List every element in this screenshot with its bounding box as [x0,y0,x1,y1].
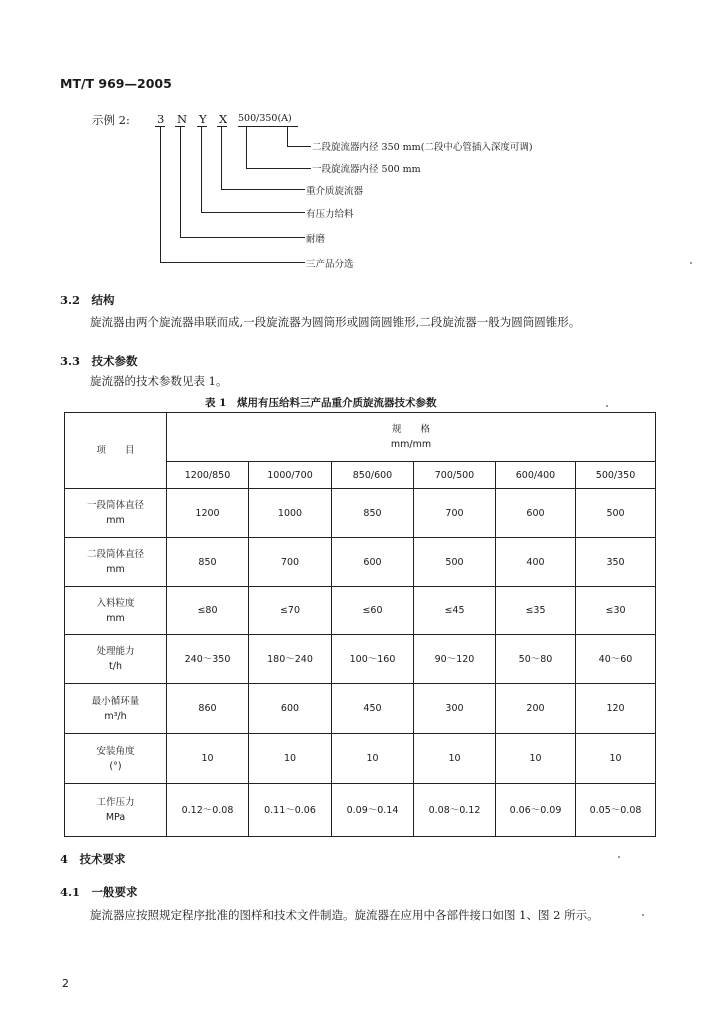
section-3-2-body: 旋流器由两个旋流器串联而成,一段旋流器为圆筒形或圆筒圆锥形,二段旋流器一般为圆筒圆锥形。 [90,315,581,329]
table-cell: 600 [496,489,576,538]
table-cell: 0.08～0.12 [414,784,496,837]
code-part-n: N [177,112,188,126]
row-label: 处理能力 t/h [65,635,167,684]
table-cell: 700 [249,538,332,587]
table-cell: 1200 [167,489,249,538]
table-cell: ≤35 [496,587,576,635]
table-cell: 200 [496,684,576,734]
section-4-1-body: 旋流器应按照规定程序批准的图样和技术文件制造。旋流器在应用中各部件接口如图 1、图 2 所示。 [90,908,599,922]
spec-header-cell [167,413,656,462]
table-cell: ≤80 [167,587,249,635]
table-cell: 500 [576,489,656,538]
table-row [65,684,656,734]
table-cell: 10 [332,734,414,784]
spec-unit: mm/mm [390,439,432,450]
section-4-heading: 4 技术要求 [60,852,126,866]
section-3-3-body: 旋流器的技术参数见表 1。 [90,374,228,388]
table-cell: 240～350 [167,635,249,684]
table-cell: 40～60 [576,635,656,684]
table-cell: 500 [414,538,496,587]
table-row [65,587,656,635]
table-cell: 860 [167,684,249,734]
code-part-x: X [219,112,228,126]
table-cell: 0.12～0.08 [167,784,249,837]
table-row [65,635,656,684]
section-3-2-heading: 3.2 结构 [60,293,115,307]
table-cell: 450 [332,684,414,734]
row-label: 最小循环量 m³/h [65,684,167,734]
standard-code: MT/T 969—2005 [60,76,172,91]
annotation-first-stage: 一段旋流器内径 500 mm [312,164,421,175]
table-cell: ≤45 [414,587,496,635]
table-cell: 1000 [249,489,332,538]
annotation-three-product: 三产品分选 [306,259,354,270]
tech-params-table [64,412,656,837]
table-caption: 表 1 煤用有压给料三产品重介质旋流器技术参数 [205,397,437,409]
table-cell: 180～240 [249,635,332,684]
table-cell: 850 [167,538,249,587]
column-header: 850/600 [332,462,414,489]
table-cell: 10 [167,734,249,784]
table-cell: 850 [332,489,414,538]
table-cell: 90～120 [414,635,496,684]
code-part-y: Y [199,112,207,126]
table-cell: ≤70 [249,587,332,635]
table-cell: 10 [414,734,496,784]
table-cell: 10 [249,734,332,784]
table-cell: 100～160 [332,635,414,684]
table-cell: ≤30 [576,587,656,635]
code-part-3: 3 [157,112,165,126]
table-row [65,489,656,538]
column-header: 600/400 [496,462,576,489]
section-4-1-heading: 4.1 一般要求 [60,885,138,899]
table-row [65,784,656,837]
section-3-3-heading: 3.3 技术参数 [60,354,138,368]
code-part-size: 500/350(A) [238,113,292,124]
annotation-wear-resistant: 耐磨 [306,234,326,245]
table-cell: ≤60 [332,587,414,635]
page-number: 2 [62,977,69,990]
table-cell: 120 [576,684,656,734]
table-cell: 300 [414,684,496,734]
column-header: 1000/700 [249,462,332,489]
column-header: 500/350 [576,462,656,489]
annotation-dense-medium: 重介质旋流器 [306,186,364,197]
table-cell: 600 [249,684,332,734]
table-row [65,538,656,587]
table-cell: 0.11～0.06 [249,784,332,837]
table-row [65,734,656,784]
spec-header: 规 格 [392,424,431,435]
table-cell: 0.09～0.14 [332,784,414,837]
row-label: 工作压力 MPa [65,784,167,837]
example-label: 示例 2: [92,113,130,127]
table-cell: 0.05～0.08 [576,784,656,837]
row-label: 一段筒体直径 mm [65,489,167,538]
table-cell: 400 [496,538,576,587]
row-label: 入料粒度 mm [65,587,167,635]
table-cell: 700 [414,489,496,538]
row-label: 二段筒体直径 mm [65,538,167,587]
table-cell: 0.06～0.09 [496,784,576,837]
annotation-second-stage: 二段旋流器内径 350 mm(二段中心管插入深度可调) [312,142,533,153]
table-cell: 350 [576,538,656,587]
column-header: 700/500 [414,462,496,489]
table-cell: 600 [332,538,414,587]
annotation-pressure-feed: 有压力给料 [306,209,354,220]
row-label: 安装角度 (°) [65,734,167,784]
table-cell: 50～80 [496,635,576,684]
table-cell: 10 [576,734,656,784]
item-header: 项 目 [65,413,167,489]
table-cell: 10 [496,734,576,784]
column-header: 1200/850 [167,462,249,489]
